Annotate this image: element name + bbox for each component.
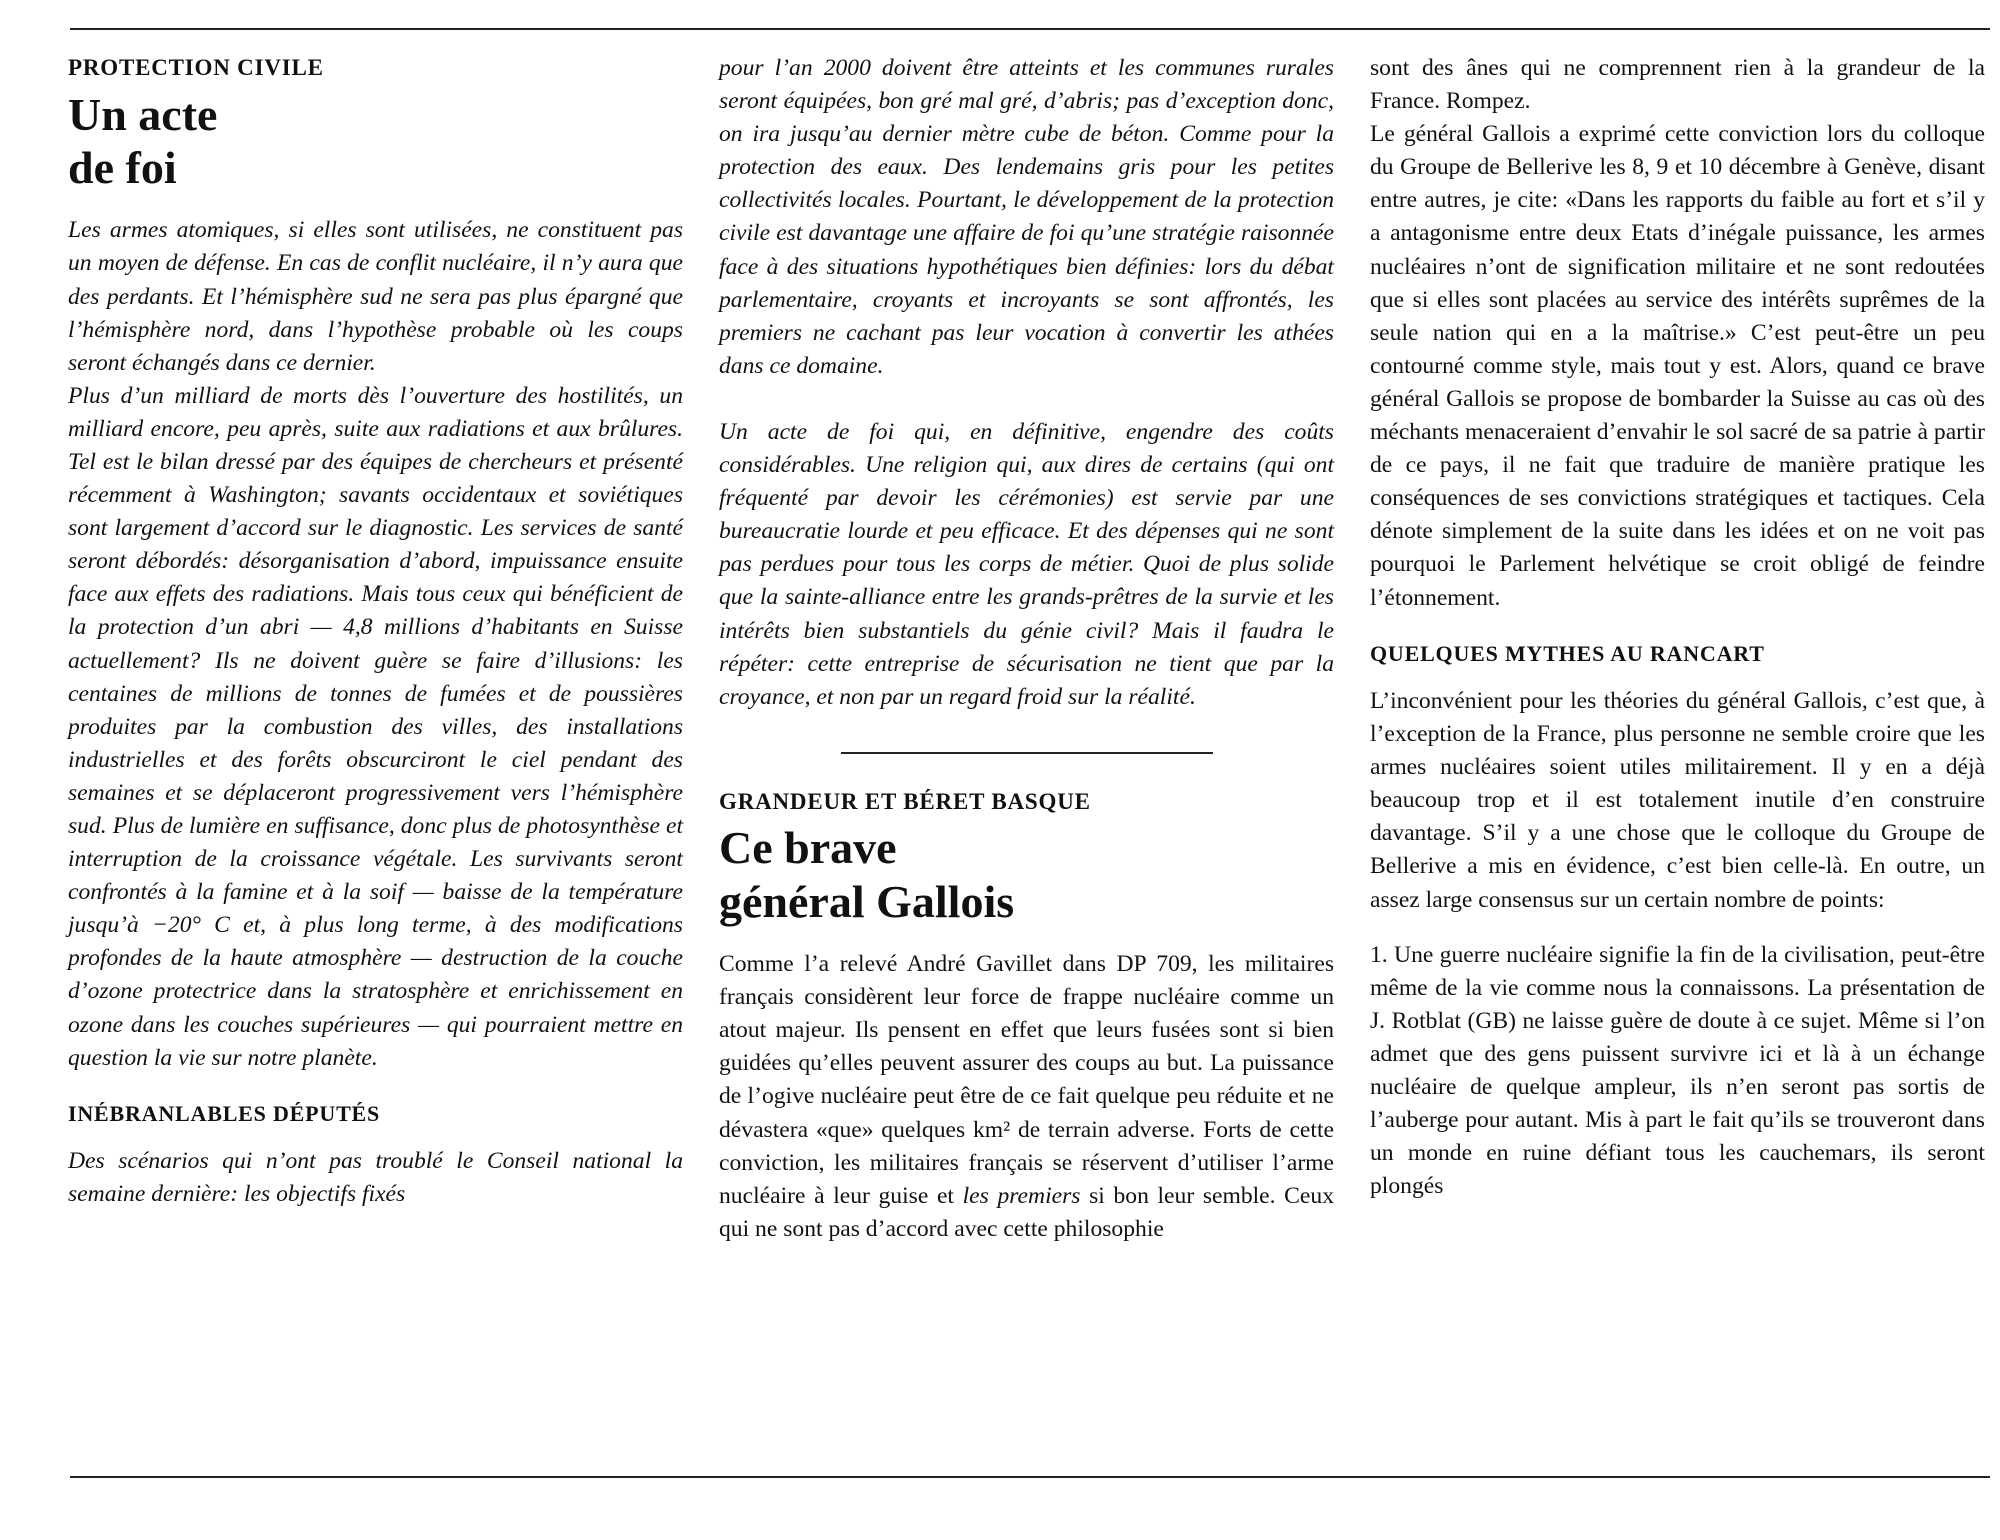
article-headline bbox=[68, 88, 683, 195]
paragraph: sont des ânes qui ne comprennent rien à la grandeur de la France. Rompez. bbox=[1370, 55, 1985, 115]
paragraph: Un acte de foi qui, en définitive, engendre des coûts considérables. Une religion qui, aux dires de certains (qui ont fréquenté par devoir les cérémonies) est servie par une bureaucratie lourde et peu efficace. Et des dépenses qui ne sont pas perdues pour tous les corps de métier. Quoi de plus solide que la sainte-alliance entre les grands-prêtres de la survie et les intérêts bien substantiels du génie civil? Mais il faudra le répéter: cette entreprise de sécurisation ne tient que par la croyance, et non par un regard froid sur la réalité. bbox=[719, 418, 1334, 710]
headline-line-2: de foi bbox=[68, 141, 177, 193]
column-3 bbox=[1370, 52, 1985, 1203]
paragraph-text: Comme l’a relevé André Gavillet dans DP 709, les militaires français considèrent leur force de frappe nucléaire comme un atout majeur. Ils pensent en effet que leurs fusées sont si bien guidées qu’elles peuvent assurer des coups au but. La puissance de l’ogive nucléaire peut être de ce fait quelque peu réduite et ne dévastera «que» quelques km² de terrain adverse. Forts de cette conviction, les militaires français se réservent d’utiliser l’arme nucléaire à leur guise et bbox=[719, 951, 1334, 1209]
bottom-rule bbox=[70, 1476, 1990, 1478]
separator-rule bbox=[841, 752, 1213, 754]
article-body bbox=[719, 948, 1334, 1246]
paragraph bbox=[719, 948, 1334, 1246]
headline-line-2: général Gallois bbox=[719, 875, 1015, 927]
headline-line-1: Ce brave bbox=[719, 822, 897, 874]
article-body bbox=[68, 214, 683, 1211]
paragraph-gap bbox=[1370, 917, 1985, 939]
paragraph: Des scénarios qui n’ont pas troublé le Conseil national la semaine dernière: les objectifs fixés bbox=[68, 1148, 683, 1208]
paragraph: Le général Gallois a exprimé cette conviction lors du colloque du Groupe de Bellerive les 8, 9 et 10 décembre à Genève, disant entre autres, je cite: «Dans les rapports du faible au fort et s’il y a antagonisme entre deux Etats d’inégale puissance, les armes nucléaires n’ont de signification militaire et ne sont redoutées que si elles sont placées au service des intérêts suprêmes de la seule nation qui en a la maîtrise.» C’est peut-être un peu contourné comme style, mais tout y est. Alors, quand ce brave général Gallois se propose de bombarder la Suisse au cas où des méchants menaceraient d’envahir le sol sacré de sa patrie à partir de ce pays, il ne fait que traduire de manière pratique les conséquences de ses convictions stratégiques et tactiques. Cela dénote simplement de la suite dans les idées et on ne voit pas pourquoi le Parlement helvétique se croit obligé de feindre l’étonnement. bbox=[1370, 121, 1985, 611]
article-body bbox=[719, 52, 1334, 714]
column-2 bbox=[719, 52, 1334, 1246]
subheading: INÉBRANLABLES DÉPUTÉS bbox=[68, 1100, 381, 1126]
section-kicker: PROTECTION CIVILE bbox=[68, 55, 324, 80]
paragraph-text: si bon leur semble. Ceux qui ne sont pas d’accord avec cette philosophie bbox=[719, 1182, 1334, 1242]
paragraph: Plus d’un milliard de morts dès l’ouverture des hostilités, un milliard encore, peu après, suite aux radiations et aux brûlures. Tel est le bilan dressé par des équipes de chercheurs et présenté récemment à Washington; savants occidentaux et soviétiques sont largement d’accord sur le diagnostic. Les services de santé seront débordés: désorganisation d’abord, impuissance ensuite face aux effets des radiations. Mais tous ceux qui bénéficient de la protection d’un abri — 4,8 millions d’habitants en Suisse actuellement? Ils ne doivent guère se faire d’illusions: les centaines de millions de tonnes de fumées et de poussières produites par la combustion des villes, des installations industrielles et des forêts obscurciront le ciel pendant des semaines et se déplaceront progressivement vers l’hémisphère sud. Plus de lumière en suffisance, donc plus de photosynthèse et interruption de la croissance végétale. Les survivants seront confrontés à la famine et à la soif — baisse de la température jusqu’à −20° C et, à plus long terme, à des modifications profondes de la haute atmosphère — destruction de la couche d’ozone protectrice dans la stratosphère et enrichissement en ozone dans les couches supérieures — qui pourraient mettre en question la vie sur notre planète. bbox=[68, 382, 683, 1071]
section-kicker: GRANDEUR ET BÉRET BASQUE bbox=[719, 788, 1091, 814]
paragraph: Les armes atomiques, si elles sont utilisées, ne constituent pas un moyen de défense. En cas de conflit nucléaire, il n’y aura que des perdants. Et l’hémisphère sud ne sera pas plus épargné que l’hémisphère nord, dans l’hypothèse probable où les coups seront échangés dans ce dernier. bbox=[68, 217, 683, 376]
paragraph: L’inconvénient pour les théories du général Gallois, c’est que, à l’exception de la France, plus personne ne semble croire que les armes nucléaires soient utiles militairement. Il y en a déjà beaucoup trop et il est totalement inutile d’en construire davantage. S’il y a une chose que le colloque du Groupe de Bellerive a mis en évidence, c’est bien celle-là. En outre, un assez large consensus sur un certain nombre de points: bbox=[1370, 687, 1985, 913]
paragraph-gap bbox=[719, 383, 1334, 416]
paragraph: pour l’an 2000 doivent être atteints et les communes rurales seront équipées, bon gré mal gré, d’abris; pas d’exception donc, on ira jusqu’au dernier mètre cube de béton. Comme pour la protection des eaux. Des lendemains gris pour les petites collectivités locales. Pourtant, le développement de la protection civile est davantage une affaire de foi qu’une stratégie raisonnée face à des situations hypothétiques bien définies: lors du débat parlementaire, croyants et incroyants se sont affrontés, les premiers ne cachant pas leur vocation à convertir les athées dans ce domaine. bbox=[719, 55, 1334, 379]
top-rule bbox=[70, 28, 1990, 30]
column-1 bbox=[68, 52, 683, 1211]
subheading: QUELQUES MYTHES AU RANCART bbox=[1370, 640, 1765, 666]
paragraph: 1. Une guerre nucléaire signifie la fin de la civilisation, peut-être même de la vie comme nous la connaissons. La présentation de J. Rotblat (GB) ne laisse guère de doute à ce sujet. Même si l’on admet que des gens puissent survivre ici et là à un échange nucléaire de quelque ampleur, ils n’en seront pas sortis de l’auberge pour autant. Mis à part le fait qu’ils se trouveront dans un monde en ruine défiant tous les cauchemars, ils seront plongés bbox=[1370, 941, 1985, 1200]
emphasis-text: les premiers bbox=[962, 1182, 1081, 1209]
article-body bbox=[1370, 52, 1985, 1203]
article-headline bbox=[719, 821, 1334, 928]
headline-line-1: Un acte bbox=[68, 88, 218, 140]
